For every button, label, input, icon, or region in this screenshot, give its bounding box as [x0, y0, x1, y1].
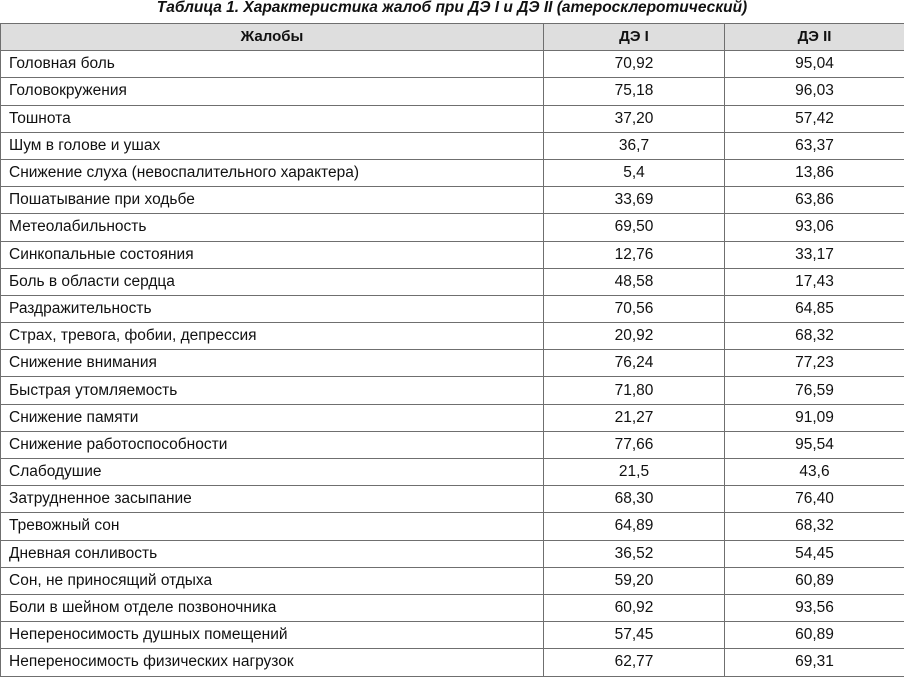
- de2-value-cell: 13,86: [725, 159, 904, 186]
- complaint-cell: Снижение памяти: [1, 404, 544, 431]
- complaint-cell: Головокружения: [1, 78, 544, 105]
- de2-value-cell: 77,23: [725, 350, 904, 377]
- de1-value-cell: 21,27: [544, 404, 725, 431]
- complaint-cell: Боль в области сердца: [1, 268, 544, 295]
- complaint-cell: Боли в шейном отделе позвоночника: [1, 594, 544, 621]
- complaint-cell: Пошатывание при ходьбе: [1, 187, 544, 214]
- de2-value-cell: 95,54: [725, 431, 904, 458]
- de1-value-cell: 59,20: [544, 567, 725, 594]
- de2-value-cell: 17,43: [725, 268, 904, 295]
- table-row: [1, 105, 904, 132]
- table-caption: Таблица 1. Характеристика жалоб при ДЭ I и ДЭ II (атеросклеротический): [156, 0, 748, 16]
- complaint-cell: Тошнота: [1, 105, 544, 132]
- table-row: [1, 594, 904, 621]
- de1-value-cell: 36,7: [544, 132, 725, 159]
- de1-value-cell: 21,5: [544, 459, 725, 486]
- table-row: [1, 622, 904, 649]
- de1-value-cell: 36,52: [544, 540, 725, 567]
- header-de1: ДЭ I: [544, 24, 725, 51]
- table-row: [1, 159, 904, 186]
- table-header-row: [1, 24, 904, 51]
- de1-value-cell: 57,45: [544, 622, 725, 649]
- de2-value-cell: 76,59: [725, 377, 904, 404]
- de1-value-cell: 12,76: [544, 241, 725, 268]
- complaint-cell: Затрудненное засыпание: [1, 486, 544, 513]
- de2-value-cell: 69,31: [725, 649, 904, 676]
- complaint-cell: Снижение слуха (невоспалительного характера): [1, 159, 544, 186]
- de2-value-cell: 60,89: [725, 567, 904, 594]
- table-row: [1, 649, 904, 676]
- complaint-cell: Дневная сонливость: [1, 540, 544, 567]
- complaint-cell: Метеолабильность: [1, 214, 544, 241]
- table-row: [1, 513, 904, 540]
- complaint-cell: Раздражительность: [1, 295, 544, 322]
- complaint-cell: Тревожный сон: [1, 513, 544, 540]
- complaint-cell: Шум в голове и ушах: [1, 132, 544, 159]
- complaint-cell: Страх, тревога, фобии, депрессия: [1, 323, 544, 350]
- de1-value-cell: 48,58: [544, 268, 725, 295]
- table-row: [1, 567, 904, 594]
- de1-value-cell: 64,89: [544, 513, 725, 540]
- table-row: [1, 268, 904, 295]
- de2-value-cell: 60,89: [725, 622, 904, 649]
- de1-value-cell: 69,50: [544, 214, 725, 241]
- de1-value-cell: 33,69: [544, 187, 725, 214]
- de1-value-cell: 62,77: [544, 649, 725, 676]
- de1-value-cell: 37,20: [544, 105, 725, 132]
- table-row: [1, 459, 904, 486]
- complaint-cell: Непереносимость душных помещений: [1, 622, 544, 649]
- complaint-cell: Непереносимость физических нагрузок: [1, 649, 544, 676]
- de2-value-cell: 95,04: [725, 51, 904, 78]
- de1-value-cell: 20,92: [544, 323, 725, 350]
- table-row: [1, 377, 904, 404]
- complaint-cell: Быстрая утомляемость: [1, 377, 544, 404]
- de2-value-cell: 76,40: [725, 486, 904, 513]
- complaint-cell: Снижение работоспособности: [1, 431, 544, 458]
- de1-value-cell: 70,56: [544, 295, 725, 322]
- complaint-cell: Синкопальные состояния: [1, 241, 544, 268]
- de2-value-cell: 33,17: [725, 241, 904, 268]
- de2-value-cell: 54,45: [725, 540, 904, 567]
- table-row: [1, 214, 904, 241]
- de1-value-cell: 68,30: [544, 486, 725, 513]
- de2-value-cell: 57,42: [725, 105, 904, 132]
- header-complaints: Жалобы: [1, 24, 544, 51]
- de1-value-cell: 5,4: [544, 159, 725, 186]
- de1-value-cell: 70,92: [544, 51, 725, 78]
- de2-value-cell: 93,06: [725, 214, 904, 241]
- table-row: [1, 78, 904, 105]
- complaints-table: [0, 23, 904, 677]
- complaint-cell: Головная боль: [1, 51, 544, 78]
- complaint-cell: Слабодушие: [1, 459, 544, 486]
- de2-value-cell: 68,32: [725, 323, 904, 350]
- de2-value-cell: 93,56: [725, 594, 904, 621]
- table-row: [1, 241, 904, 268]
- table-row: [1, 350, 904, 377]
- de2-value-cell: 43,6: [725, 459, 904, 486]
- de2-value-cell: 63,86: [725, 187, 904, 214]
- de2-value-cell: 64,85: [725, 295, 904, 322]
- de2-value-cell: 68,32: [725, 513, 904, 540]
- de1-value-cell: 60,92: [544, 594, 725, 621]
- header-de2: ДЭ II: [725, 24, 904, 51]
- de2-value-cell: 63,37: [725, 132, 904, 159]
- table-body: [1, 51, 904, 676]
- de1-value-cell: 77,66: [544, 431, 725, 458]
- complaint-cell: Сон, не приносящий отдыха: [1, 567, 544, 594]
- table-row: [1, 323, 904, 350]
- table-row: [1, 431, 904, 458]
- complaint-cell: Снижение внимания: [1, 350, 544, 377]
- de2-value-cell: 91,09: [725, 404, 904, 431]
- table-row: [1, 540, 904, 567]
- de1-value-cell: 75,18: [544, 78, 725, 105]
- de1-value-cell: 71,80: [544, 377, 725, 404]
- table-row: [1, 295, 904, 322]
- de1-value-cell: 76,24: [544, 350, 725, 377]
- table-row: [1, 51, 904, 78]
- table-row: [1, 404, 904, 431]
- table-row: [1, 486, 904, 513]
- table-row: [1, 187, 904, 214]
- de2-value-cell: 96,03: [725, 78, 904, 105]
- table-row: [1, 132, 904, 159]
